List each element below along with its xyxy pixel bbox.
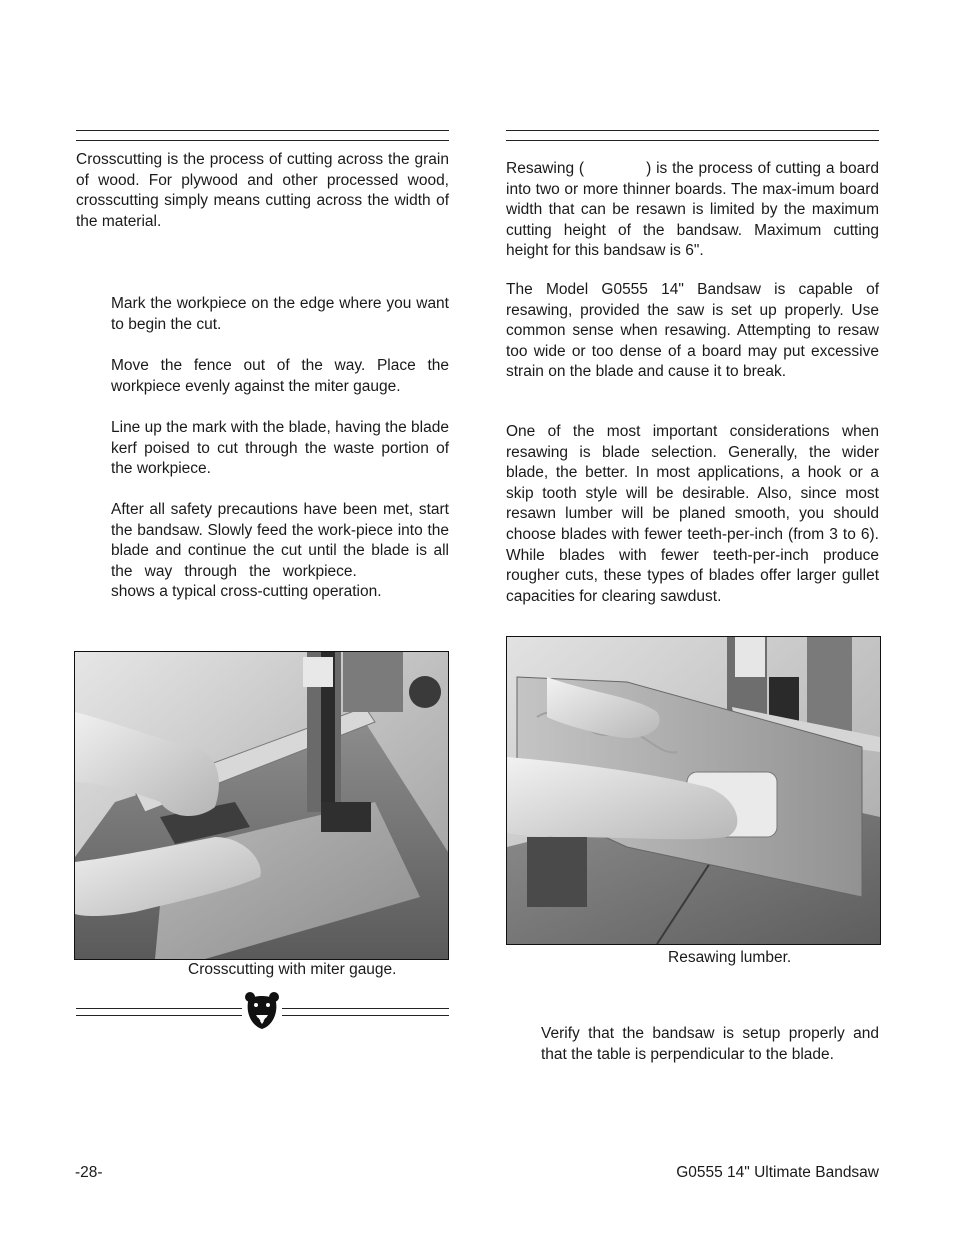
resaw-photo (506, 636, 881, 945)
crosscut-caption: Crosscutting with miter gauge. (188, 961, 397, 978)
crosscut-step-4 (111, 500, 449, 603)
resaw-intro-text-b: ) is the process of cutting a board into two or more thinner boards. The max-imum board width that can be resawn is limited by the maximum cutting height of the bandsaw. Maximum cutting height for this bandsaw is 6". (506, 160, 880, 260)
resaw-step-1: Verify that the bandsaw is setup properly and that the table is perpendicular to the blade. (541, 1025, 879, 1063)
crosscut-step-4-text-b: shows a typical cross-cutting operation. (111, 583, 382, 601)
crosscut-step-4-text-a: After all safety precautions have been met, start the bandsaw. Slowly feed the work-piece into the blade and continue the cut until the blade is all the way through the workpiece. (111, 501, 449, 580)
crosscut-photo (74, 651, 449, 960)
divider-rule-right-1 (282, 1008, 449, 1009)
page-number: -28- (75, 1164, 103, 1181)
resaw-caption: Resawing lumber. (668, 949, 792, 966)
crosscut-intro: Crosscutting is the process of cutting across the grain of wood. For plywood and other processed wood, crosscutting simply means cutting across the width of the material. (76, 151, 449, 230)
resaw-intro-text-a: Resawing ( (506, 160, 585, 177)
footer-model-title: G0555 14" Ultimate Bandsaw (676, 1164, 879, 1181)
resaw-intro (506, 159, 879, 262)
resaw-para-3: One of the most important considerations when resawing is blade selection. Generally, the wider blade, the better. In most applications, a hook or a skip tooth style will be desirable. Also, since most resawn lumber will be planed smooth, you should choose blades with fewer teeth-per-inch (from 3 to 6). While blades with fewer teeth-per-inch produce rougher cuts, these types of blades offer larger gullet capacities for clearing sawdust. (506, 423, 879, 605)
left-header-rule-top (76, 130, 449, 131)
crosscut-photo-image (75, 652, 448, 959)
crosscut-step-2: Move the fence out of the way. Place the workpiece evenly against the miter gauge. (111, 357, 449, 395)
left-header-rule-bottom (76, 140, 449, 141)
right-header-rule-top (506, 130, 879, 131)
bear-head-icon (244, 990, 280, 1030)
crosscut-step-3: Line up the mark with the blade, having the blade kerf poised to cut through the waste portion of the workpiece. (111, 419, 449, 478)
divider-rule-right-2 (282, 1015, 449, 1016)
resaw-para-2: The Model G0555 14" Bandsaw is capable of resawing, provided the saw is set up properly. Use common sense when resawing. Attempting to resaw too wide or too dense of a board may put excessive strain on the blade and cause it to break. (506, 281, 879, 381)
divider-rule-left-1 (76, 1008, 242, 1009)
divider-rule-left-2 (76, 1015, 242, 1016)
crosscut-step-1: Mark the workpiece on the edge where you want to begin the cut. (111, 295, 449, 333)
right-header-rule-bottom (506, 140, 879, 141)
resaw-photo-image (507, 637, 880, 944)
